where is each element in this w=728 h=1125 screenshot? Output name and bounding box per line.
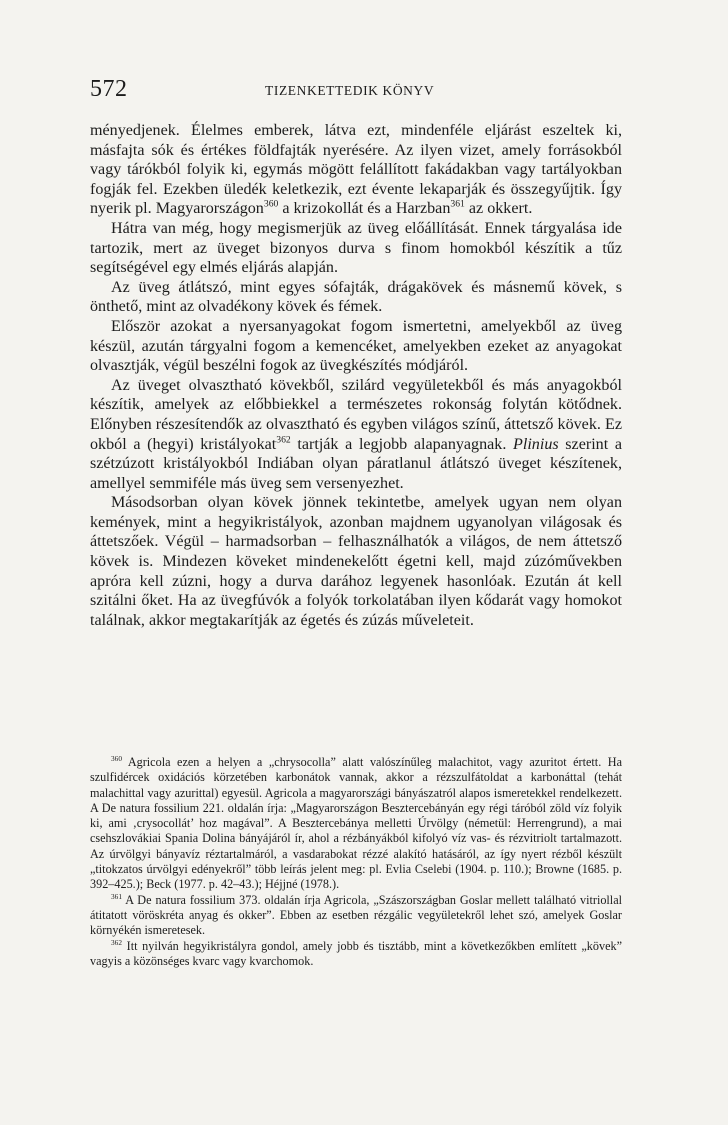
footnote-text: A De natura fossilium 373. oldalán írja Agricola, „Szászországban Goslar mellett található vitriollal átitatott vöröskréta anyag és okker”. Ebben az esetben rézgálic vegyületekről lehet szó, amelyek Goslar környékén ismeretesek. [90,892,622,938]
footnote-ref-361: 361 [450,199,465,211]
footnote-362 [90,939,622,970]
author-name-plinius: Plinius [513,435,559,453]
running-head: TIZENKETTEDIK KÖNYV [265,83,435,98]
paragraph-5-part-a: Az üveget olvasztható kövekből, szilárd vegyületekből és más anyagokból készítik, amelyek az előbbiekkel a természetes rokonság folytán kötődnek. Előnyben részesítendők az olvasztható és egyben világos színű, áttetsző kövek. Ez okból a (hegyi) kristályokat [90,376,622,453]
footnote-ref-362: 362 [276,434,291,446]
paragraph-5-part-b: tartják a legjobb alapanyagnak. [290,435,514,453]
paragraph-1-part-a: ményedjenek. Élelmes emberek, látva ezt, mindenféle eljárást eszeltek ki, másfajta sók és értékes földfajták nyerésére. Az ilyen vizet, amely forrásokból vagy tárókból folyik ki, egymás mögött felállított fakádakban vagy tartályokban fogják fel. Ezekben üledék keletkezik, ezt évente lekaparják és összegyűjtik. Így nyerik pl. Magyarországon [90,122,622,218]
footnote-number: 361 [111,891,122,901]
body-text [90,121,622,630]
footnotes [90,755,622,969]
footnote-number: 362 [111,937,122,947]
footnote-number: 360 [111,753,122,763]
page-number: 572 [90,76,128,102]
paragraph-1-part-c: az okkert. [464,200,533,218]
paragraph-1 [90,121,622,219]
paragraph-3: Az üveg átlátszó, mint egyes sófajták, drágakövek és másnemű kövek, s önthető, mint az olvadékony kövek és fémek. [90,278,622,316]
paragraph-5-part-c: szerint a szétzúzott kristályokból Indiában olyan páratlanul átlátszó üveget készítenek, amellyel semmiféle más üveg sem versenyezhet. [90,435,622,492]
footnote-361 [90,893,622,939]
paragraph-4: Először azokat a nyersanyagokat fogom ismertetni, amelyekből az üveg készül, azután tárgyalni fogom a kemencéket, amelyekben ezeket az anyagokat olvasztják, végül beszélni fogok az üvegkészítés módjáról. [90,317,622,375]
footnote-360 [90,755,622,893]
footnote-ref-360: 360 [263,199,279,211]
paragraph-6: Másodsorban olyan kövek jönnek tekintetbe, amelyek ugyan nem olyan kemények, mint a hegyikristályok, azonban majdnem ugyanolyan világosak és áttetszőek. Végül – harmadsorban – felhasználhatók a világos, de nem áttetsző kövek is. Mindezen köveket mindenekelőtt égetni kell, majd zúzóművekben apróra kell zúzni, hogy a durva darához legyenek hasonlóak. Ezután át kell szitálni őket. Ha az üvegfúvók a folyók torkolatában ilyen kődarát vagy homokot találnak, akkor megtakarítják az égetés és zúzás műveleteit. [90,494,622,629]
footnote-text: Itt nyilván hegyikristályra gondol, amely jobb és tisztább, mint a következőkben említett „kövek” vagyis a közönséges kvarc vagy kvarchomok. [90,938,622,968]
paragraph-1-part-b: a krizokollát és a Harzban [278,200,451,218]
paragraph-2: Hátra van még, hogy megismerjük az üveg előállítását. Ennek tárgyalása ide tartozik, mert az üveget bizonyos durva s finom homokból készítik a tűz segítségével egy elmés eljárás alapján. [90,219,622,277]
page-header [90,76,622,106]
footnote-text: Agricola ezen a helyen a „chrysocolla” alatt valószínűleg malachitot, vagy azuritot értett. Ha szulfidércek oxidációs körzetében karbonátok vannak, akkor a rézszulfátoldat a karbonáttal (tehát malachittal vagy azurittal) egyesül. Agricola a magyarországi bányászatról alapos ismeretekkel rendelkezett. A De natura fossilium 221. oldalán írja: „Magyarországon Besztercebányán egy régi tárób​ól zöld víz folyik ki, ami ‚crysocollát’ hoz magával”. A Besztercebánya melletti Úrvölgy (németül: Herrengrund), a mai csehszlovákiai Spania Dolina bányájáról ír, ahol a rézbányákból kifolyó víz vas- és rézvitriolt tartalmazott. Az úrvölgyi bányavíz réztartalmáról, a vasdarabokat rézzé alakító hatásáról, az így nyert rézből készült „titokzatos úrvölgyi edényekről” több leírás jelent meg: pl. Evlia Cselebi (1904. p. 110.); Browne (1685. p. 392–425.); Beck (1977. p. 42–43.); Héjjné (1978.). [90,755,622,892]
paragraph-5 [90,376,622,494]
